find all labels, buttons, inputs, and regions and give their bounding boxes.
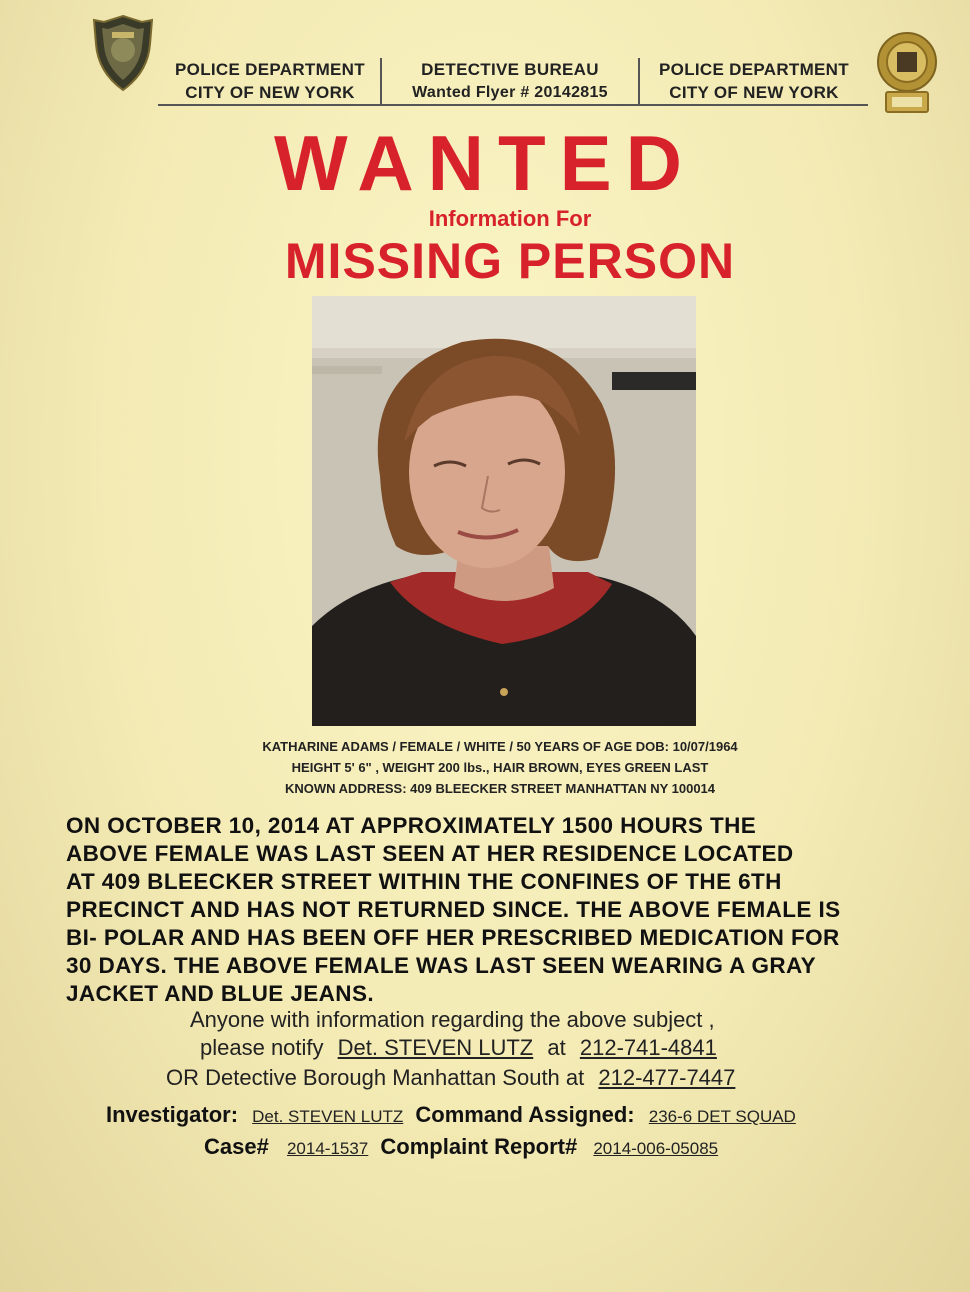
case-label: Case#: [204, 1134, 269, 1159]
case-value: 2014-1537: [286, 1139, 369, 1158]
information-for-subtitle: Information For: [428, 206, 592, 231]
phone-number-1: 212-741-4841: [579, 1035, 717, 1060]
complaint-label: Complaint Report#: [380, 1134, 578, 1159]
investigator-value: Det. STEVEN LUTZ: [252, 1107, 404, 1126]
detective-name: Det. STEVEN LUTZ: [337, 1035, 534, 1060]
notify-at: at: [547, 1035, 566, 1060]
investigator-row: [106, 1102, 796, 1128]
command-label: Command Assigned:: [415, 1102, 635, 1127]
header-left-line2: CITY OF NEW YORK: [185, 83, 355, 102]
investigator-label: Investigator:: [106, 1102, 239, 1127]
notify-line1: Anyone with information regarding the above subject ,: [190, 1007, 715, 1032]
narrative-line: ABOVE FEMALE WAS LAST SEEN AT HER RESIDENCE LOCATED: [66, 841, 794, 866]
notify-borough-text: OR Detective Borough Manhattan South at: [166, 1065, 585, 1090]
notify-line3: [166, 1064, 866, 1092]
header-right-block: [642, 58, 866, 104]
narrative-line: AT 409 BLEECKER STREET WITHIN THE CONFINES OF THE 6TH: [66, 869, 782, 894]
incident-narrative: [66, 812, 936, 1008]
narrative-line: ON OCTOBER 10, 2014 AT APPROXIMATELY 1500 HOURS THE: [66, 813, 757, 838]
description-line: HEIGHT 5' 6" , WEIGHT 200 lbs., HAIR BROWN, EYES GREEN LAST: [291, 760, 709, 775]
detective-seal-badge-icon: [876, 30, 938, 114]
narrative-line: PRECINCT AND HAS NOT RETURNED SINCE. THE ABOVE FEMALE IS: [66, 897, 841, 922]
missing-person-headline: MISSING PERSON: [284, 233, 736, 289]
narrative-line: JACKET AND BLUE JEANS.: [66, 981, 375, 1006]
narrative-line: BI- POLAR AND HAS BEEN OFF HER PRESCRIBED MEDICATION FOR: [66, 925, 840, 950]
header-rule: [158, 104, 868, 106]
case-row: [204, 1134, 718, 1160]
command-value: 236-6 DET SQUAD: [648, 1107, 796, 1126]
header-center-line1: DETECTIVE BUREAU: [421, 60, 599, 79]
header-right-line2: CITY OF NEW YORK: [669, 83, 839, 102]
header-center-line2: Wanted Flyer # 20142815: [412, 84, 608, 101]
header-right-line1: POLICE DEPARTMENT: [659, 60, 849, 79]
header-divider: [380, 58, 382, 106]
phone-number-2: 212-477-7447: [598, 1065, 736, 1090]
narrative-line: 30 DAYS. THE ABOVE FEMALE WAS LAST SEEN WEARING A GRAY: [66, 953, 817, 978]
description-line: KATHARINE ADAMS / FEMALE / WHITE / 50 YEARS OF AGE DOB: 10/07/1964: [262, 739, 738, 754]
person-description: [200, 736, 800, 799]
notify-line2: [200, 1034, 880, 1062]
complaint-value: 2014-006-05085: [593, 1139, 719, 1158]
missing-person-photo: [312, 296, 696, 726]
nypd-shield-badge-icon: [92, 14, 154, 92]
header-divider: [638, 58, 640, 106]
notify-prefix: please notify: [200, 1035, 324, 1060]
wanted-title: WANTED: [274, 119, 696, 207]
description-line: KNOWN ADDRESS: 409 BLEECKER STREET MANHATTAN NY 100014: [284, 781, 716, 796]
header-left-line1: POLICE DEPARTMENT: [175, 60, 365, 79]
header-left-block: [160, 58, 380, 104]
header-center-block: [386, 58, 634, 104]
